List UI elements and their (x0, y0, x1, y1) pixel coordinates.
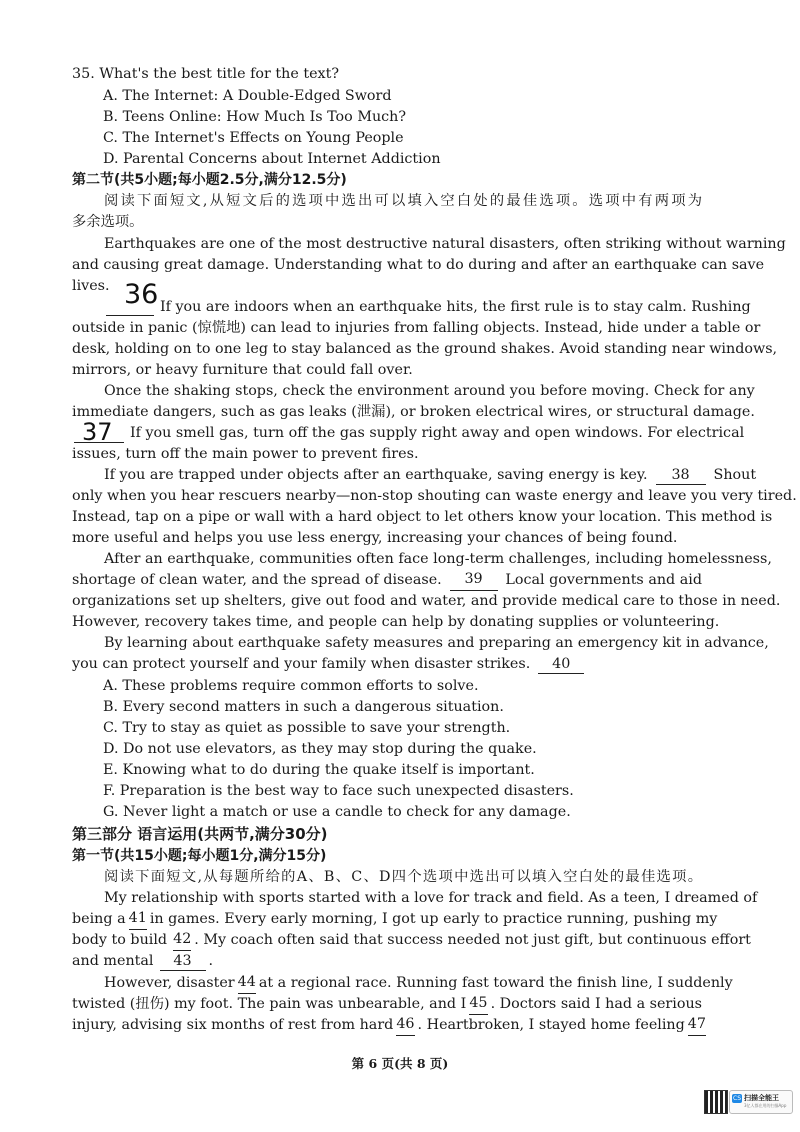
section2-header: 第二节(共5小题;每小题2.5分,满分12.5分) (72, 172, 347, 188)
passage-line (160, 297, 751, 318)
cloze-text: twisted (扭伤) my foot. The pain was unbearable, and I (72, 996, 467, 1012)
option-b: B. Every second matters in such a dangerous situation. (103, 699, 504, 715)
passage-text: If you are indoors when an earthquake hits, the first rule is to stay calm. Rushing (160, 299, 751, 315)
blank-42: 42 (173, 930, 191, 951)
q35-option-b: B. Teens Online: How Much Is Too Much? (103, 109, 407, 125)
cloze-text: and mental (72, 953, 154, 969)
passage-line: By learning about earthquake safety measures and preparing an emergency kit in advance, (104, 635, 769, 651)
passage-line: Instead, tap on a pipe or wall with a hard object to let others know your location. This method is (72, 509, 773, 525)
cloze-line (72, 1015, 706, 1036)
passage-line (130, 423, 745, 444)
cloze-text: injury, advising six months of rest from hard (72, 1017, 394, 1033)
scanner-tagline: 3亿人都在用的扫描App (744, 1103, 787, 1108)
cloze-text: at a regional race. Running fast toward the finish line, I suddenly (258, 975, 733, 991)
cloze-text: being a (72, 911, 126, 927)
cloze-line (104, 973, 733, 994)
blank-41: 41 (129, 909, 147, 930)
blank-40: 40 (538, 655, 584, 674)
passage-line: mirrors, or heavy furniture that could fall over. (72, 362, 413, 378)
passage-line: more useful and helps you use less energy, increasing your chances of being found. (72, 530, 678, 546)
part3-instruction: 阅读下面短文,从每题所给的A、B、C、D四个选项中选出可以填入空白处的最佳选项。 (104, 869, 702, 885)
option-e: E. Knowing what to do during the quake itself is important. (103, 762, 535, 778)
q35-option-c: C. The Internet's Effects on Young People (103, 130, 404, 146)
passage-text: shortage of clean water, and the spread of disease. (72, 572, 442, 588)
passage-line: and causing great damage. Understanding what to do during and after an earthquake can save (72, 257, 765, 273)
passage-line: However, recovery takes time, and people can help by donating supplies or volunteering. (72, 614, 720, 630)
scanner-logo-icon: CS (733, 1095, 741, 1102)
passage-line (104, 465, 757, 486)
blank-47: 47 (688, 1015, 706, 1036)
cloze-text: body to build (72, 932, 168, 948)
cloze-text: However, disaster (104, 975, 235, 991)
blank-39: 39 (450, 570, 498, 591)
blank-38: 38 (656, 466, 706, 485)
cloze-text: . (208, 953, 214, 969)
cloze-text: in games. Every early morning, I got up early to practice running, pushing my (149, 911, 718, 927)
handwritten-37: 37 (82, 418, 113, 446)
blank-45: 45 (469, 994, 487, 1015)
qr-code-icon (704, 1090, 728, 1114)
cloze-line (72, 909, 718, 930)
passage-line: Once the shaking stops, check the environment around you before moving. Check for any (104, 383, 755, 399)
q35-option-a: A. The Internet: A Double-Edged Sword (103, 88, 392, 104)
section2-instruction: 阅读下面短文,从短文后的选项中选出可以填入空白处的最佳选项。选项中有两项为 (104, 193, 702, 209)
section2-instruction-cont: 多余选项。 (72, 214, 144, 230)
passage-line: immediate dangers, such as gas leaks (泄漏), or broken electrical wires, or structural damage. (72, 404, 755, 420)
cloze-text: . My coach often said that success needed not just gift, but continuous effort (194, 932, 751, 948)
passage-line: desk, holding on to one leg to stay balanced as the ground shakes. Avoid standing near windows, (72, 341, 778, 357)
blank-36-line (106, 315, 154, 316)
passage-line: issues, turn off the main power to prevent fires. (72, 446, 419, 462)
passage-text: Local governments and aid (505, 572, 702, 588)
option-g: G. Never light a match or use a candle to check for any damage. (103, 804, 571, 820)
passage-text: Shout (713, 467, 757, 483)
scanner-app-badge (729, 1090, 793, 1114)
passage-line: only when you hear rescuers nearby—non-stop shouting can waste energy and leave you very tired. (72, 488, 797, 504)
cloze-line (72, 994, 702, 1015)
passage-line: lives. (72, 278, 110, 294)
handwritten-36: 36 (124, 279, 159, 310)
blank-37-line (74, 442, 124, 443)
passage-line: outside in panic (惊慌地) can lead to injuries from falling objects. Instead, hide under a table or (72, 320, 761, 336)
option-c: C. Try to stay as quiet as possible to save your strength. (103, 720, 511, 736)
passage-text: If you smell gas, turn off the gas supply right away and open windows. For electrical (130, 425, 745, 441)
scanner-app-name: 扫描全能王 (744, 1094, 779, 1102)
cloze-text: . Doctors said I had a serious (490, 996, 702, 1012)
blank-43: 43 (160, 952, 206, 971)
blank-46: 46 (396, 1015, 414, 1036)
q35-option-d: D. Parental Concerns about Internet Addiction (103, 151, 441, 167)
blank-44: 44 (238, 973, 256, 994)
option-a: A. These problems require common efforts to solve. (103, 678, 479, 694)
page-footer: 第 6 页(共 8 页) (351, 1056, 449, 1071)
part3-subheader: 第一节(共15小题;每小题1分,满分15分) (72, 848, 327, 864)
passage-line: Earthquakes are one of the most destructive natural disasters, often striking without warning (104, 236, 786, 252)
option-d: D. Do not use elevators, as they may stop during the quake. (103, 741, 537, 757)
part3-header: 第三部分 语言运用(共两节,满分30分) (72, 825, 328, 843)
option-f: F. Preparation is the best way to face such unexpected disasters. (103, 783, 574, 799)
cloze-line: My relationship with sports started with a love for track and field. As a teen, I dreamed of (104, 890, 758, 906)
cloze-text: . Heartbroken, I stayed home feeling (417, 1017, 685, 1033)
cloze-line (72, 930, 751, 951)
passage-text: you can protect yourself and your family when disaster strikes. (72, 656, 531, 672)
passage-line: After an earthquake, communities often face long-term challenges, including homelessness, (104, 551, 772, 567)
q35-stem: 35. What's the best title for the text? (72, 66, 340, 82)
cloze-line (72, 951, 702, 972)
passage-line (72, 654, 702, 675)
passage-line: organizations set up shelters, give out food and water, and provide medical care to those in need. (72, 593, 781, 609)
passage-text: If you are trapped under objects after an earthquake, saving energy is key. (104, 467, 648, 483)
passage-line (72, 570, 702, 591)
